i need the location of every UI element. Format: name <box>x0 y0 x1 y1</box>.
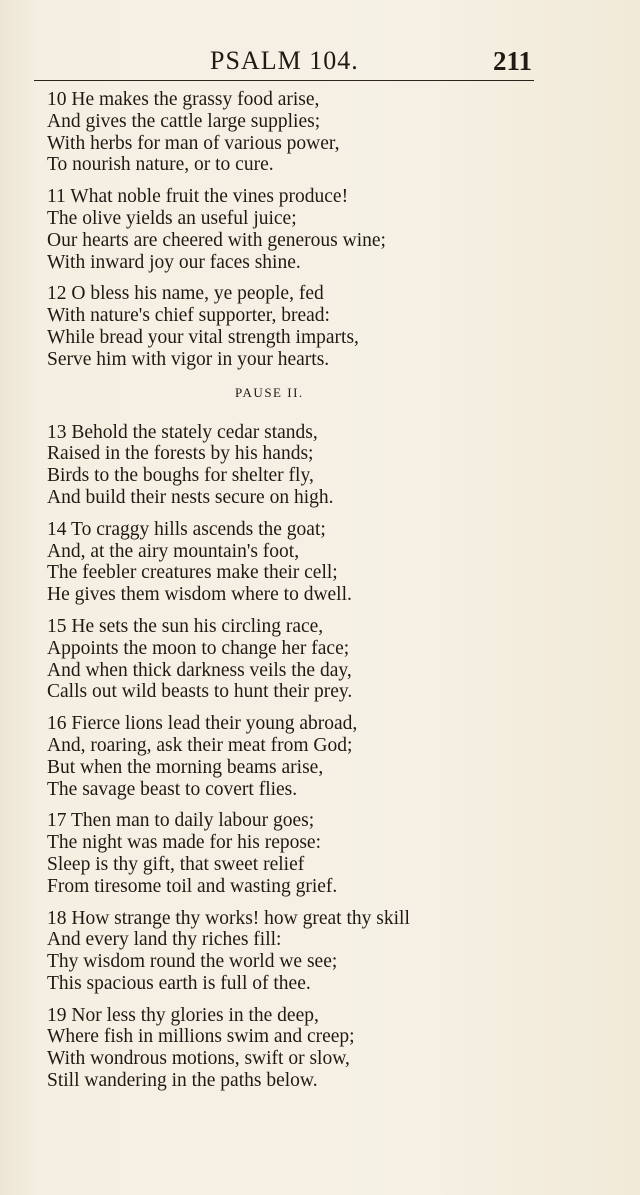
verse-line: To nourish nature, or to cure. <box>47 154 274 176</box>
verse-line: Raised in the forests by his hands; <box>47 443 314 465</box>
verse-line: The olive yields an useful juice; <box>47 207 297 229</box>
verse-line: Our hearts are cheered with generous wine; <box>47 229 386 251</box>
hymn-text <box>47 89 617 1102</box>
stanza-17 <box>47 810 617 897</box>
stanza-12 <box>47 283 617 370</box>
stanza-15 <box>47 616 617 703</box>
verse-line: 12 O bless his name, ye people, fed <box>47 283 324 305</box>
verse-line: Appoints the moon to change her face; <box>47 637 350 659</box>
stanza-14 <box>47 519 617 606</box>
stanza-19 <box>47 1005 617 1092</box>
header-rule <box>34 80 534 81</box>
verse-line: Birds to the boughs for shelter fly, <box>47 465 314 487</box>
verse-line: 14 To craggy hills ascends the goat; <box>47 518 326 540</box>
verse-line: Where fish in millions swim and creep; <box>47 1026 355 1048</box>
verse-line: 17 Then man to daily labour goes; <box>47 810 315 832</box>
verse-line: 15 He sets the sun his circling race, <box>47 615 324 637</box>
verse-line: And build their nests secure on high. <box>47 486 334 508</box>
verse-line: With herbs for man of various power, <box>47 132 340 154</box>
verse-line: This spacious earth is full of thee. <box>47 972 311 994</box>
verse-line: 19 Nor less thy glories in the deep, <box>47 1004 319 1026</box>
verse-line: With nature's chief supporter, bread: <box>47 305 330 327</box>
verse-line: With inward joy our faces shine. <box>47 251 301 273</box>
running-head <box>0 46 640 82</box>
verse-line: Serve him with vigor in your hearts. <box>47 348 330 370</box>
stanza-16 <box>47 713 617 800</box>
verse-line: And gives the cattle large supplies; <box>47 110 321 132</box>
verse-line: 18 How strange thy works! how great thy skill <box>47 907 410 929</box>
verse-line: The night was made for his repose: <box>47 832 322 854</box>
verse-line: But when the morning beams arise, <box>47 756 324 778</box>
verse-line: Still wandering in the paths below. <box>47 1070 318 1092</box>
stanza-11 <box>47 186 617 273</box>
verse-line: He gives them wisdom where to dwell. <box>47 584 352 606</box>
verse-line: And, at the airy mountain's foot, <box>47 540 300 562</box>
stanza-13 <box>47 422 617 509</box>
stanza-18 <box>47 908 617 995</box>
pause-heading: PAUSE II. <box>235 384 304 400</box>
verse-line: Thy wisdom round the world we see; <box>47 951 338 973</box>
verse-line: The savage beast to covert flies. <box>47 778 298 800</box>
verse-line: And every land thy riches fill: <box>47 929 282 951</box>
verse-line: And when thick darkness veils the day, <box>47 659 352 681</box>
verse-line: 11 What noble fruit the vines produce! <box>47 186 349 208</box>
stanza-10 <box>47 89 617 176</box>
verse-line: While bread your vital strength imparts, <box>47 326 359 348</box>
verse-line: And, roaring, ask their meat from God; <box>47 734 353 756</box>
verse-line: Sleep is thy gift, that sweet relief <box>47 853 305 875</box>
verse-line: The feebler creatures make their cell; <box>47 562 338 584</box>
page-title: PSALM 104. <box>210 46 359 75</box>
page-number: 211 <box>493 46 533 76</box>
verse-line: 13 Behold the stately cedar stands, <box>47 421 318 443</box>
verse-line: From tiresome toil and wasting grief. <box>47 875 338 897</box>
verse-line: 16 Fierce lions lead their young abroad, <box>47 713 358 735</box>
verse-line: 10 He makes the grassy food arise, <box>47 89 320 110</box>
verse-line: Calls out wild beasts to hunt their prey. <box>47 681 353 703</box>
verse-line: With wondrous motions, swift or slow, <box>47 1048 350 1070</box>
